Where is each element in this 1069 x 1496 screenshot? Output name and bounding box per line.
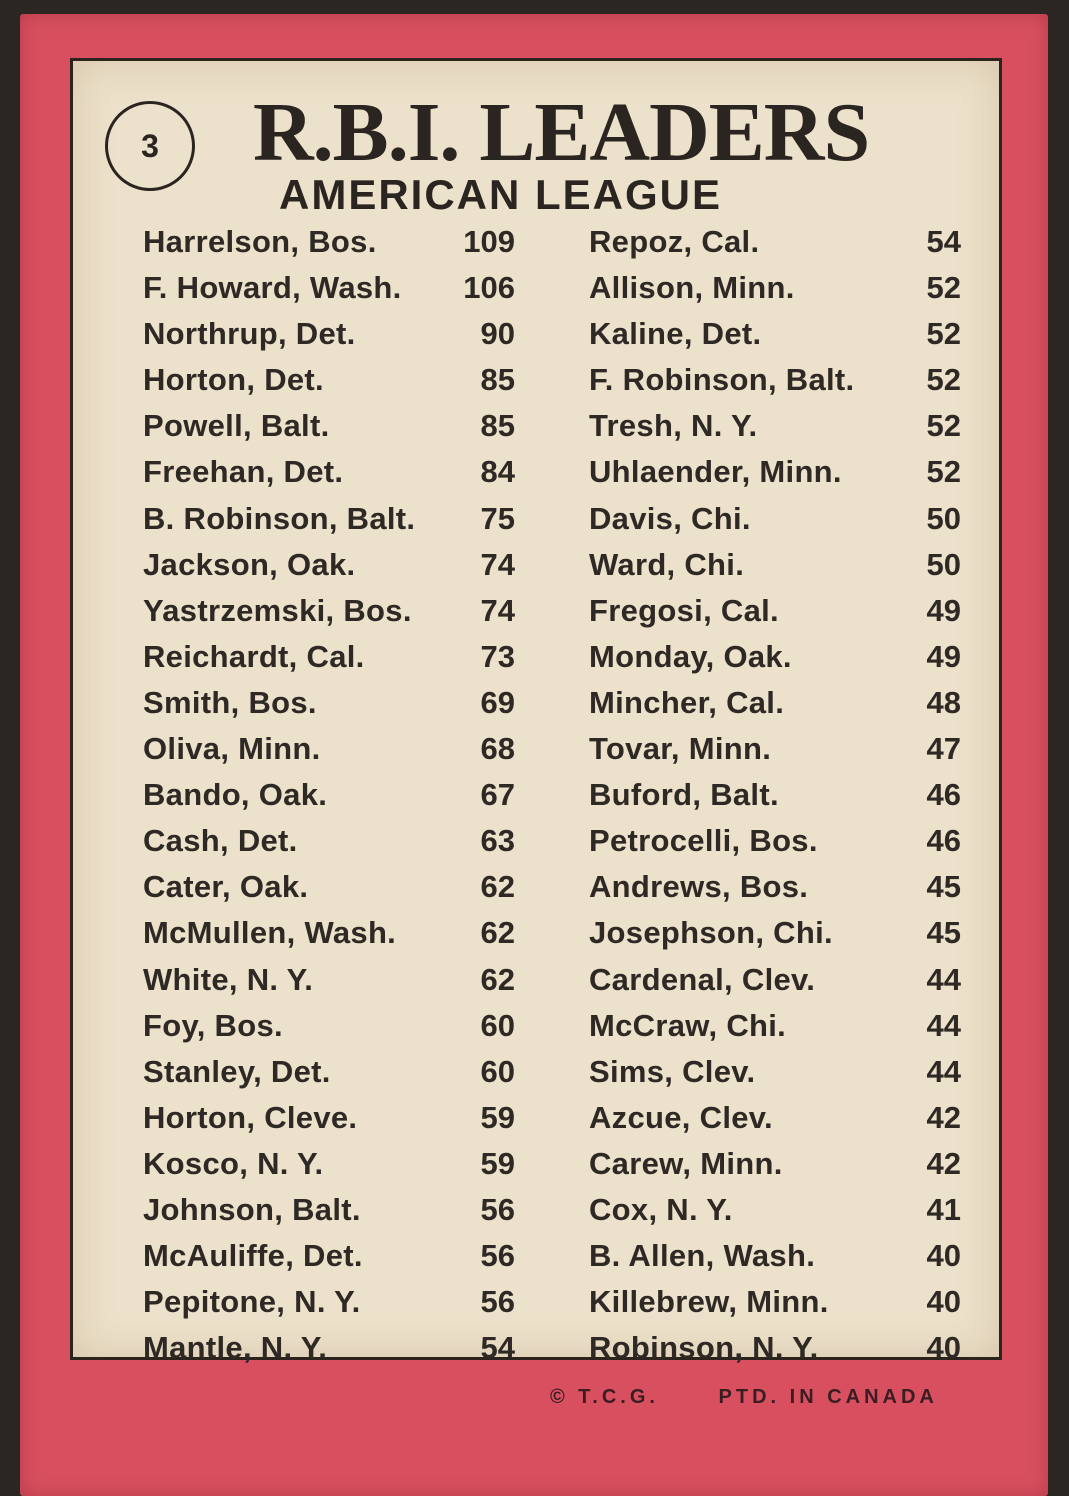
stats-panel xyxy=(70,58,1002,1366)
rbi-value: 49 xyxy=(926,592,961,628)
rbi-value: 109 xyxy=(463,224,515,259)
rbi-value: 74 xyxy=(480,592,515,628)
rbi-value: 52 xyxy=(926,316,961,352)
leader-row xyxy=(589,1141,961,1187)
leader-row xyxy=(143,357,515,403)
rbi-value: 48 xyxy=(926,684,961,720)
rbi-value: 68 xyxy=(480,731,515,767)
rbi-value: 42 xyxy=(926,1099,961,1135)
rbi-value: 47 xyxy=(926,731,961,767)
rbi-value: 41 xyxy=(926,1191,961,1227)
player-name: Carew, Minn. xyxy=(589,1145,783,1181)
leader-row xyxy=(589,588,961,634)
rbi-value: 73 xyxy=(480,638,515,674)
leader-row xyxy=(143,496,515,542)
player-name: Mantle, N. Y. xyxy=(143,1330,328,1366)
player-name: Kosco, N. Y. xyxy=(143,1145,324,1181)
printed-in-text: PTD. IN CANADA xyxy=(718,1386,938,1408)
league-subtitle: AMERICAN LEAGUE xyxy=(279,171,723,218)
leader-row xyxy=(589,265,961,311)
player-name: Horton, Cleve. xyxy=(143,1099,358,1135)
leader-row xyxy=(143,957,515,1003)
rbi-value: 52 xyxy=(926,270,961,306)
rbi-value: 62 xyxy=(480,915,515,951)
player-name: Mincher, Cal. xyxy=(589,684,785,720)
player-name: Northrup, Det. xyxy=(143,316,356,352)
player-name: Jackson, Oak. xyxy=(143,546,356,582)
leader-row xyxy=(589,634,961,680)
leader-row xyxy=(589,1003,961,1049)
player-name: Monday, Oak. xyxy=(589,638,792,674)
card-title: R.B.I. LEADERS xyxy=(253,86,870,179)
leader-row xyxy=(589,403,961,449)
leader-row xyxy=(143,680,515,726)
player-name: Cardenal, Clev. xyxy=(589,961,816,997)
rbi-value: 42 xyxy=(926,1145,961,1181)
rbi-value: 106 xyxy=(463,270,515,306)
player-name: Yastrzemski, Bos. xyxy=(143,592,412,628)
player-name: Josephson, Chi. xyxy=(589,915,833,951)
player-name: Ward, Chi. xyxy=(589,546,745,582)
rbi-value: 60 xyxy=(480,1007,515,1043)
player-name: Robinson, N. Y. xyxy=(589,1330,819,1366)
player-name: Davis, Chi. xyxy=(589,500,751,536)
player-name: Allison, Minn. xyxy=(589,270,795,306)
leader-row xyxy=(143,772,515,818)
player-name: Repoz, Cal. xyxy=(589,224,760,259)
leader-row xyxy=(143,1279,515,1325)
leader-row xyxy=(589,1325,961,1371)
leader-row xyxy=(589,496,961,542)
player-name: Uhlaender, Minn. xyxy=(589,454,842,490)
leader-row xyxy=(143,864,515,910)
leader-row xyxy=(143,403,515,449)
rbi-value: 50 xyxy=(926,546,961,582)
player-name: F. Robinson, Balt. xyxy=(589,362,855,398)
leader-row xyxy=(589,311,961,357)
player-name: Powell, Balt. xyxy=(143,408,330,444)
player-name: Andrews, Bos. xyxy=(589,869,809,905)
player-name: B. Robinson, Balt. xyxy=(143,500,416,536)
player-name: Cater, Oak. xyxy=(143,869,309,905)
left-leaders-list xyxy=(143,219,515,1371)
leader-row xyxy=(143,1187,515,1233)
leader-row xyxy=(143,634,515,680)
rbi-value: 90 xyxy=(480,316,515,352)
rbi-value: 46 xyxy=(926,823,961,859)
rbi-value: 50 xyxy=(926,500,961,536)
rbi-value: 85 xyxy=(480,362,515,398)
leader-row xyxy=(143,265,515,311)
rbi-value: 56 xyxy=(480,1238,515,1274)
player-name: Pepitone, N. Y. xyxy=(143,1284,361,1320)
leader-row xyxy=(143,311,515,357)
leader-row xyxy=(143,818,515,864)
player-name: Smith, Bos. xyxy=(143,684,317,720)
player-name: Buford, Balt. xyxy=(589,777,779,813)
player-name: Reichardt, Cal. xyxy=(143,638,365,674)
leader-row xyxy=(589,864,961,910)
rbi-value: 45 xyxy=(926,915,961,951)
leader-row xyxy=(143,1141,515,1187)
player-name: McMullen, Wash. xyxy=(143,915,397,951)
rbi-value: 62 xyxy=(480,961,515,997)
rbi-value: 85 xyxy=(480,408,515,444)
player-name: Azcue, Clev. xyxy=(589,1099,773,1135)
leader-row xyxy=(589,818,961,864)
leader-row xyxy=(589,726,961,772)
rbi-value: 40 xyxy=(926,1238,961,1274)
leader-row xyxy=(589,449,961,495)
leader-row xyxy=(143,726,515,772)
player-name: Fregosi, Cal. xyxy=(589,592,779,628)
baseball-card xyxy=(20,14,1048,1496)
rbi-value: 74 xyxy=(480,546,515,582)
rbi-value: 56 xyxy=(480,1284,515,1320)
player-name: Cash, Det. xyxy=(143,823,298,859)
rbi-value: 40 xyxy=(926,1330,961,1366)
player-name: Horton, Det. xyxy=(143,362,324,398)
rbi-value: 54 xyxy=(480,1330,515,1366)
rbi-value: 44 xyxy=(926,961,961,997)
player-name: Sims, Clev. xyxy=(589,1053,756,1089)
leader-row xyxy=(589,542,961,588)
card-footer xyxy=(550,1386,1050,1409)
leader-row xyxy=(589,357,961,403)
rbi-value: 59 xyxy=(480,1099,515,1135)
leader-row xyxy=(589,1279,961,1325)
player-name: F. Howard, Wash. xyxy=(143,270,402,306)
player-name: Harrelson, Bos. xyxy=(143,224,377,259)
player-name: White, N. Y. xyxy=(143,961,314,997)
leader-row xyxy=(589,772,961,818)
leader-row xyxy=(589,680,961,726)
copyright-text: © T.C.G. xyxy=(550,1386,659,1408)
leader-row xyxy=(589,1187,961,1233)
player-name: Stanley, Det. xyxy=(143,1053,331,1089)
player-name: Kaline, Det. xyxy=(589,316,762,352)
leader-row xyxy=(143,910,515,956)
rbi-value: 49 xyxy=(926,638,961,674)
player-name: Foy, Bos. xyxy=(143,1007,283,1043)
rbi-value: 45 xyxy=(926,869,961,905)
player-name: Oliva, Minn. xyxy=(143,731,321,767)
leader-row xyxy=(143,588,515,634)
leader-row xyxy=(143,219,515,265)
rbi-value: 75 xyxy=(480,500,515,536)
card-number: 3 xyxy=(141,127,159,164)
rbi-value: 46 xyxy=(926,777,961,813)
player-name: Freehan, Det. xyxy=(143,454,344,490)
leader-row xyxy=(589,910,961,956)
rbi-value: 62 xyxy=(480,869,515,905)
rbi-value: 63 xyxy=(480,823,515,859)
card-number-badge xyxy=(105,101,195,191)
leader-row xyxy=(589,1095,961,1141)
leader-row xyxy=(589,1233,961,1279)
leader-row xyxy=(143,542,515,588)
leader-row xyxy=(589,219,961,265)
rbi-value: 44 xyxy=(926,1053,961,1089)
player-name: McAuliffe, Det. xyxy=(143,1238,363,1274)
leader-row xyxy=(143,1003,515,1049)
player-name: Killebrew, Minn. xyxy=(589,1284,829,1320)
rbi-value: 59 xyxy=(480,1145,515,1181)
player-name: Bando, Oak. xyxy=(143,777,328,813)
leader-row xyxy=(589,1049,961,1095)
rbi-value: 69 xyxy=(480,684,515,720)
leader-row xyxy=(143,1095,515,1141)
rbi-value: 52 xyxy=(926,408,961,444)
player-name: Cox, N. Y. xyxy=(589,1191,733,1227)
player-name: Johnson, Balt. xyxy=(143,1191,361,1227)
rbi-value: 52 xyxy=(926,454,961,490)
player-name: McCraw, Chi. xyxy=(589,1007,787,1043)
player-name: Tovar, Minn. xyxy=(589,731,772,767)
player-name: Tresh, N. Y. xyxy=(589,408,758,444)
player-name: B. Allen, Wash. xyxy=(589,1238,816,1274)
leader-row xyxy=(143,1325,515,1371)
rbi-value: 40 xyxy=(926,1284,961,1320)
leader-row xyxy=(143,1233,515,1279)
rbi-value: 60 xyxy=(480,1053,515,1089)
player-name: Petrocelli, Bos. xyxy=(589,823,818,859)
leader-row xyxy=(143,1049,515,1095)
rbi-value: 56 xyxy=(480,1191,515,1227)
rbi-value: 44 xyxy=(926,1007,961,1043)
rbi-value: 67 xyxy=(480,777,515,813)
rbi-value: 52 xyxy=(926,362,961,398)
rbi-value: 84 xyxy=(480,454,515,490)
rbi-value: 54 xyxy=(926,224,961,259)
leader-row xyxy=(143,449,515,495)
right-leaders-list xyxy=(589,219,961,1371)
leader-row xyxy=(589,957,961,1003)
